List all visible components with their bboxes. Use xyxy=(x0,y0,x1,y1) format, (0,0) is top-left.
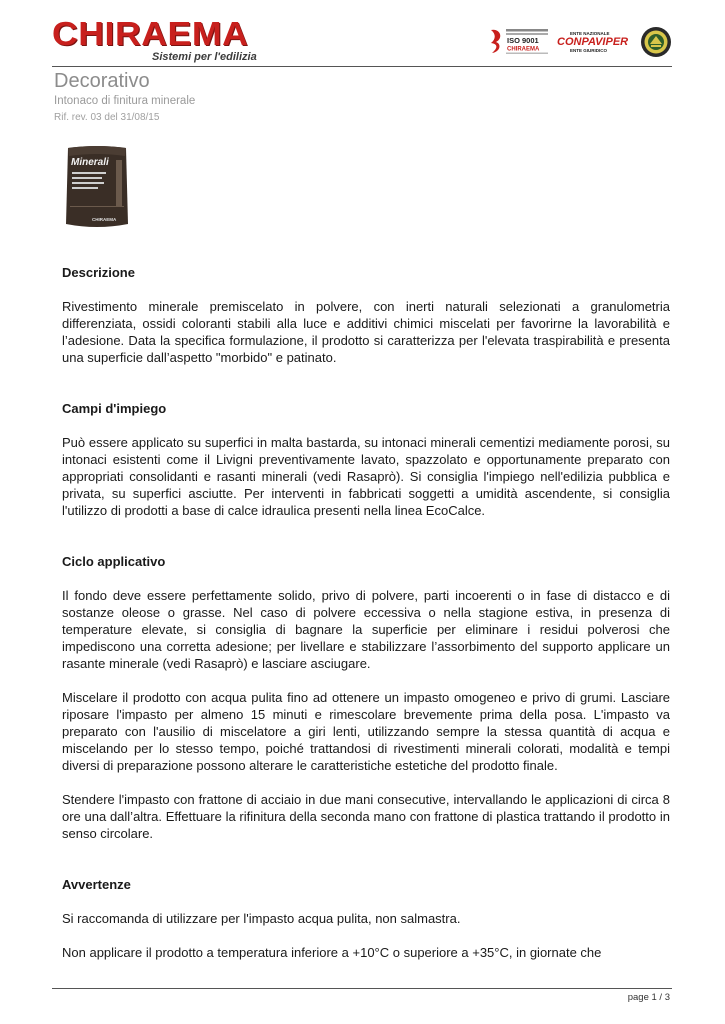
page-header xyxy=(0,0,725,70)
conpaviper-bottom: ENTE GIURIDICO xyxy=(570,48,608,53)
document-title: Decorativo xyxy=(54,70,150,92)
header-rule xyxy=(52,66,672,67)
conpaviper-top: ENTE NAZIONALE xyxy=(570,31,610,36)
paragraph: Non applicare il prodotto a temperatura inferiore a +10°C o superiore a +35°C, in giornate che xyxy=(62,945,602,960)
product-brand: Minerali xyxy=(71,157,109,168)
section-title-ciclo-applicativo: Ciclo applicativo xyxy=(62,554,166,569)
seal-icon xyxy=(640,26,672,58)
section-title-avvertenze: Avvertenze xyxy=(62,877,131,892)
section-title-descrizione: Descrizione xyxy=(62,265,135,280)
footer-rule xyxy=(52,988,672,989)
iso-9001-logo xyxy=(488,26,550,56)
page-number: page 1 / 3 xyxy=(627,992,670,1003)
paragraph: Si raccomanda di utilizzare per l'impasto acqua pulita, non salmastra. xyxy=(62,911,461,926)
document-body xyxy=(62,264,670,978)
section-title-campi-impiego: Campi d'impiego xyxy=(62,401,167,416)
conpaviper-logo xyxy=(556,28,634,56)
paragraph: Può essere applicato su superfici in malta bastarda, su intonaci minerali cementizi mediamente porosi, su intonaci esistenti come il Livigni preventivamente lavato, spazzolato e opportunamente preparato con appropriati consolidanti e rasanti minerali (vedi Rasaprò). Si consiglia l'impiego nell'edilizia pubblica e privata, su superfici asciutte. Per interventi in fabbricati soggetti a umidità ascendente, si consiglia l'utilizzo di prodotti a base di calce idraulica presenti nella linea EcoCalce. xyxy=(62,435,670,518)
iso-brand: CHIRAEMA xyxy=(507,46,540,53)
paragraph: Rivestimento minerale premiscelato in polvere, con inerti naturali selezionati a granulometria differenziata, ossidi coloranti stabili alla luce e additivi chimici miscelati per favorirne la lavorabilità e l’adesione. Data la specifica formulazione, il prodotto si caratterizza per l'elevata traspirabilità e presenta una superficie dall’aspetto "morbido" e patinato. xyxy=(62,299,670,365)
product-maker: CHIRAEMA xyxy=(92,217,117,222)
document-reference: Rif. rev. 03 del 31/08/15 xyxy=(54,112,160,123)
conpaviper-name: CONPAVIPER xyxy=(557,36,629,48)
chiraema-logo xyxy=(52,14,262,64)
paragraph: Stendere l'impasto con frattone di acciaio in due mani consecutive, intervallando le applicazioni di circa 8 ore una dall’altra. Effettuare la rifinitura della seconda mano con frattone di plastica trattando il prodotto in senso circolare. xyxy=(62,792,670,841)
certification-logos xyxy=(488,24,678,60)
paragraph: Miscelare il prodotto con acqua pulita fino ad ottenere un impasto omogeneo e privo di grumi. Lasciare riposare l'impasto per almeno 15 minuti e rimescolare brevemente prima della posa. L'impasto va preparato con l'ausilio di miscelatore a giri lenti, utilizzando sempre la stessa quantità di acqua e miscelando per lo stesso tempo, poiché trattandosi di rivestimenti minerali colorati, modalità e tempi diversi di preparazione possono alterare le caratteristiche estetiche del prodotto finale. xyxy=(62,690,670,773)
paragraph: Il fondo deve essere perfettamente solido, privo di polvere, parti incoerenti o in fase di distacco e di sostanze oleose o grasse. Nel caso di polvere eccessiva o nella stagione estiva, in presenza di temperature elevate, si consiglia di bagnare la superficie per eliminare i residui polverosi che impediscono una corretta adesione; per livellare e stabilizzare l’assorbimento del supporto applicare un rasante minerale (vedi Rasaprò) e lasciare asciugare. xyxy=(62,588,670,671)
iso-text: ISO 9001 xyxy=(507,36,539,45)
product-bag-image xyxy=(62,142,132,232)
brand-tagline: Sistemi per l'edilizia xyxy=(152,51,257,63)
document-subtitle: Intonaco di finitura minerale xyxy=(54,95,196,107)
brand-name: CHIRAEMA xyxy=(52,15,249,52)
